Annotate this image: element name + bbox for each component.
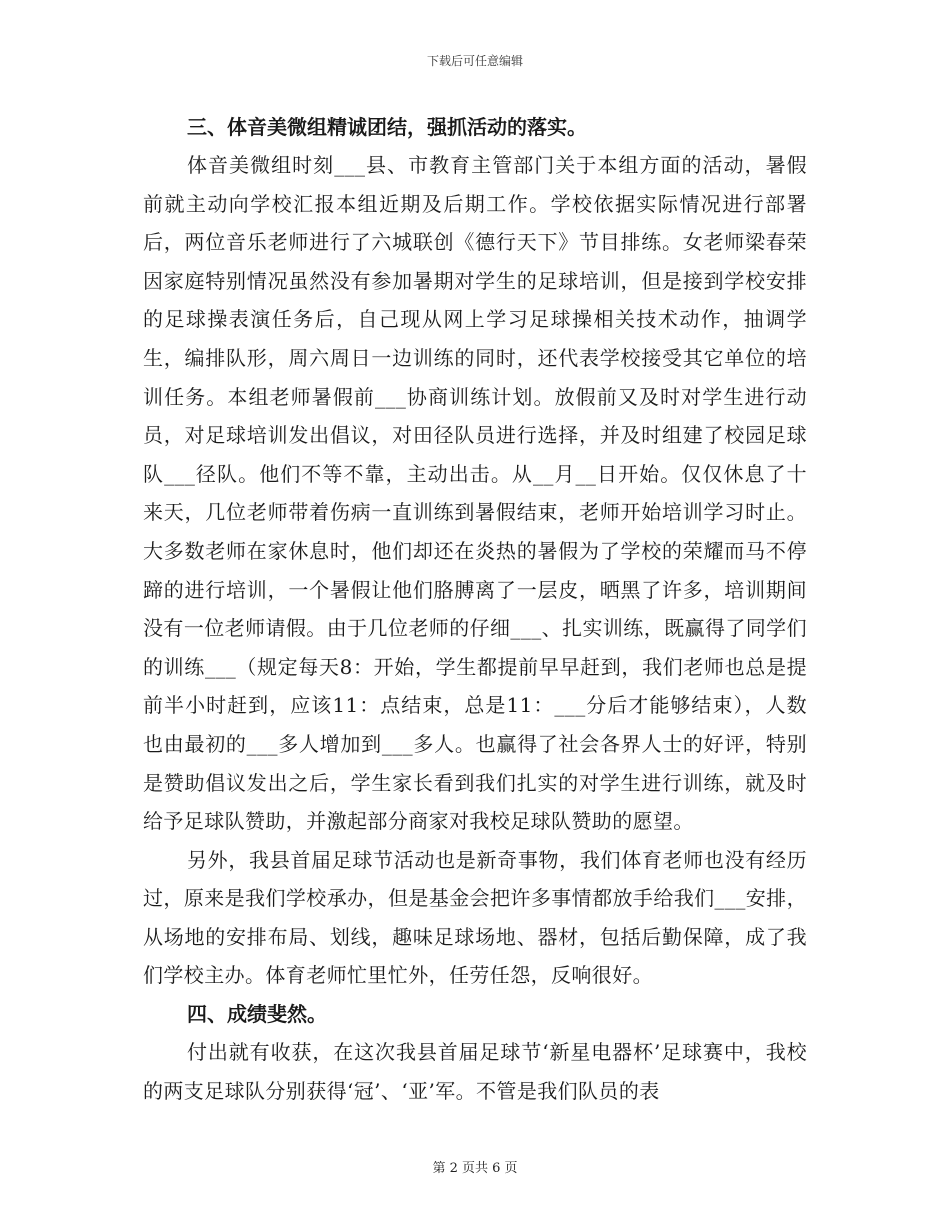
section-heading-4: 四、成绩斐然。 xyxy=(187,1002,327,1027)
page-number: 第 2 页共 6 页 xyxy=(432,1161,518,1176)
paragraph-1: 体音美微组时刻___县、市教育主管部门关于本组方面的活动，暑假前就主动向学校汇报本组近期及后期工作。学校依据实际情况进行部署后，两位音乐老师进行了六城联创《德行天下》节目排练。女老师梁春荣因家庭特别情况虽然没有参加暑期对学生的足球培训，但是接到学校安排的足球操表演任务后，自己现从网上学习足球操相关技术动作，抽调学生，编排队形，周六周日一边训练的同时，还代表学校接受其它单位的培训任务。本组老师暑假前___协商训练计划。放假前又及时对学生进行动员，对足球培训发出倡议，对田径队员进行选择，并及时组建了校园足球队___径队。他们不等不靠，主动出击。从__月__日开始。仅仅休息了十来天，几位老师带着伤病一直训练到暑假结束，老师开始培训学习时止。大多数老师在家休息时，他们却还在炎热的暑假为了学校的荣耀而马不停蹄的进行培训，一个暑假让他们胳膊离了一层皮，晒黑了许多，培训期间没有一位老师请假。由于几位老师的仔细___、扎实训练，既赢得了同学们的训练___（规定每天8：开始，学生都提前早早赶到，我们老师也总是提前半小时赶到，应该11：点结束，总是11：___分后才能够结束），人数也由最初的___多人增加到___多人。也赢得了社会各界人士的好评，特别是赞助倡议发出之后，学生家长看到我们扎实的对学生进行训练，就及时给予足球队赞助，并激起部分商家对我校足球队赞助的愿望。 xyxy=(143,153,807,834)
paragraph-2: 另外，我县首届足球节活动也是新奇事物，我们体育老师也没有经历过，原来是我们学校承办，但是基金会把许多事情都放手给我们___安排，从场地的安排布局、划线，趣味足球场地、器材，包括后勤保障，成了我们学校主办。体育老师忙里忙外，任劳任怨，反响很好。 xyxy=(143,847,807,988)
document-body xyxy=(143,108,807,1110)
paragraph-3: 付出就有收获，在这次我县首届足球节‘新星电器杯’足球赛中，我校的两支足球队分别获得‘冠’、‘亚’军。不管是我们队员的表 xyxy=(143,1040,807,1103)
page-header-note: 下载后可任意编辑 xyxy=(426,54,523,68)
section-heading-3: 三、体音美微组精诚团结，强抓活动的落实。 xyxy=(187,115,587,139)
